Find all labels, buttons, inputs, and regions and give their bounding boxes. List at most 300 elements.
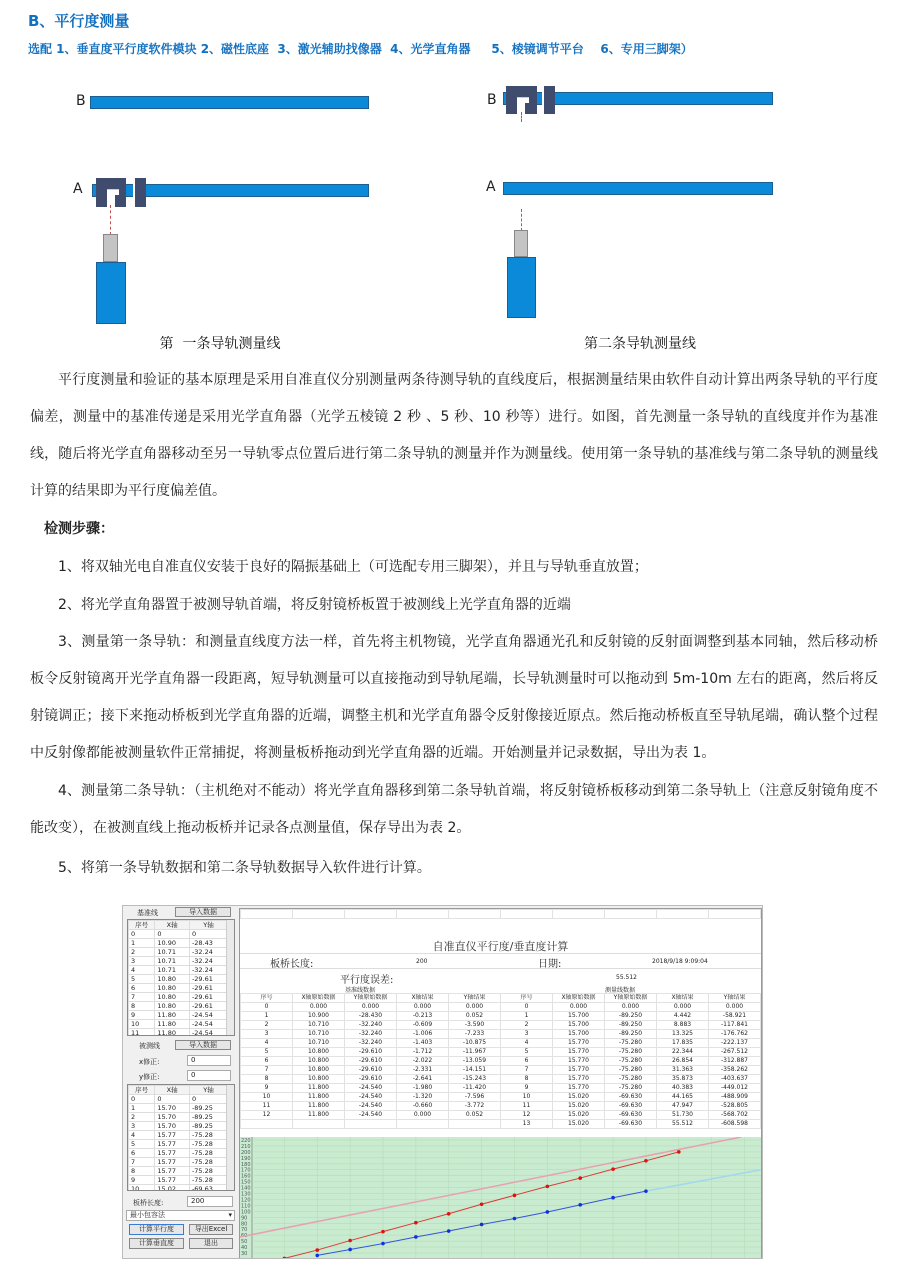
table-cell: 15.77	[155, 1158, 190, 1167]
table-cell: 6	[501, 1057, 553, 1066]
bridge-length-input[interactable]: 200	[187, 1196, 233, 1207]
table-cell: 4	[241, 1039, 293, 1048]
table-cell: -608.598	[709, 1120, 761, 1129]
table-cell: 0	[501, 1003, 553, 1012]
y-tick-label: 110	[241, 1203, 251, 1210]
table-cell: -2.022	[397, 1057, 449, 1066]
table-cell: 4	[129, 966, 155, 975]
column-header: Y轴结果	[709, 994, 761, 1003]
table-row[interactable]	[129, 1167, 228, 1176]
table-cell: -176.762	[709, 1030, 761, 1039]
table-cell: 7	[129, 993, 155, 1002]
table-cell: -1.006	[397, 1030, 449, 1039]
bridge-length-label: 板桥长度:	[133, 1199, 164, 1207]
table-cell: 4.442	[657, 1012, 709, 1021]
table-cell: 13	[501, 1120, 553, 1129]
table-cell: 9	[129, 1011, 155, 1020]
report-bridge-value: 200	[416, 958, 428, 965]
y-tick-label: 50	[241, 1239, 248, 1246]
data-point	[381, 1242, 385, 1246]
y-tick-label: 150	[241, 1179, 251, 1186]
table-cell: 15.70	[155, 1104, 190, 1113]
diagram2-caption: 第二条导轨测量线	[584, 336, 696, 352]
table-cell: 15.77	[155, 1131, 190, 1140]
y-tick-label: 140	[241, 1185, 251, 1192]
y-tick-label: 210	[241, 1143, 251, 1150]
table-cell: -0.213	[397, 1012, 449, 1021]
scrollbar[interactable]	[226, 920, 234, 1035]
table-row[interactable]	[129, 1131, 228, 1140]
table-cell: 1	[129, 939, 155, 948]
table-cell: -75.28	[189, 1167, 227, 1176]
step-1: 1、将双轴光电自准直仪安装于良好的隔振基础上（可选配专用三脚架），并且与导轨垂直放置；	[58, 559, 648, 575]
table-cell: 15.77	[155, 1149, 190, 1158]
table-cell	[449, 1120, 501, 1129]
table-cell: 11	[129, 1029, 155, 1037]
table-cell: 10.80	[155, 984, 190, 993]
data-point	[315, 1254, 319, 1258]
x-correction-label: x修正:	[139, 1058, 160, 1066]
data-point	[644, 1189, 648, 1193]
table-cell: -1.320	[397, 1093, 449, 1102]
table-cell: -89.250	[605, 1030, 657, 1039]
table-cell: 11.800	[293, 1084, 345, 1093]
table-cell: -58.921	[709, 1012, 761, 1021]
table-row	[241, 1111, 761, 1120]
table-cell: -75.280	[605, 1048, 657, 1057]
table-cell: 11.800	[293, 1102, 345, 1111]
table-cell	[345, 1120, 397, 1129]
table-cell: 5	[129, 1140, 155, 1149]
table-cell: -24.54	[189, 1011, 227, 1020]
date-label: 日期:	[538, 959, 562, 970]
table-cell: 8	[501, 1075, 553, 1084]
laser-beam	[521, 112, 522, 122]
table-cell: 7	[241, 1066, 293, 1075]
table-cell: 10.800	[293, 1075, 345, 1084]
laser-beam	[521, 209, 522, 231]
table-cell: -89.250	[605, 1012, 657, 1021]
import-measured-button[interactable]: 导入数据	[175, 1040, 231, 1050]
software-window	[122, 905, 763, 1259]
table-cell: 0	[155, 930, 190, 939]
table-cell: -75.280	[605, 1039, 657, 1048]
reflector-bridge-icon	[542, 86, 555, 114]
prism-block	[525, 103, 537, 114]
table-cell: -267.512	[709, 1048, 761, 1057]
calc-perpendicularity-button[interactable]: 计算垂直度	[129, 1238, 184, 1249]
table-row[interactable]	[129, 1140, 228, 1149]
data-point	[677, 1150, 681, 1154]
table-cell: 15.700	[553, 1012, 605, 1021]
table-cell: -69.630	[605, 1102, 657, 1111]
table-cell: 6	[129, 984, 155, 993]
table-cell: 0	[189, 1095, 227, 1104]
data-point	[480, 1223, 484, 1227]
table-cell: 0	[189, 930, 227, 939]
table-row	[241, 1093, 761, 1102]
table-cell: 2	[501, 1021, 553, 1030]
table-cell: 15.020	[553, 1102, 605, 1111]
column-header: X轴	[155, 921, 190, 930]
table-cell: 0.000	[709, 1003, 761, 1012]
table-row[interactable]	[129, 1104, 228, 1113]
table-row	[241, 1066, 761, 1075]
table-cell: -24.540	[345, 1093, 397, 1102]
table-cell: -75.28	[189, 1131, 227, 1140]
table-cell: -14.151	[449, 1066, 501, 1075]
table-cell	[241, 1120, 293, 1129]
table-cell: -7.233	[449, 1030, 501, 1039]
table-row[interactable]	[129, 939, 228, 948]
table-cell: -15.243	[449, 1075, 501, 1084]
measured-line-label: 被测线	[139, 1042, 160, 1050]
y-tick-label: 180	[241, 1161, 251, 1168]
table-cell: 10.80	[155, 975, 190, 984]
table-cell: 4	[501, 1039, 553, 1048]
table-cell: 0	[155, 1095, 190, 1104]
results-table	[240, 993, 761, 1129]
table-cell: 4	[129, 1131, 155, 1140]
rail-a-label: A	[73, 181, 83, 197]
table-row[interactable]	[129, 1002, 228, 1011]
table-cell: -449.012	[709, 1084, 761, 1093]
table-cell: -89.25	[189, 1104, 227, 1113]
column-header: 序号	[241, 994, 293, 1003]
column-header: Y轴	[189, 1086, 227, 1095]
table-cell: 15.770	[553, 1048, 605, 1057]
table-row[interactable]	[129, 1176, 228, 1185]
table-cell: 15.700	[553, 1030, 605, 1039]
table-row	[241, 1039, 761, 1048]
table-cell: 11	[501, 1102, 553, 1111]
step-2: 2、将光学直角器置于被测导轨首端，将反射镜桥板置于被测线上光学直角器的近端	[58, 597, 571, 613]
intro-paragraph: 平行度测量和验证的基本原理是采用自准直仪分别测量两条待测导轨的直线度后，根据测量结果由软件自动计算出两条导轨的平行度偏差，测量中的基准传递是采用光学直角器（光学五棱镜 2 秒 、5 秒、10 秒等）进行。如图，首先测量一条导轨的直线度并作为基准线，随后将光学直角器移动至另一导轨零点位置后进行第二条导轨的测量并作为测量线。使用第一条导轨的基准线与第二条导轨的测量线计算的结果即为平行度偏差值。	[30, 372, 878, 499]
table-cell: -89.25	[189, 1113, 227, 1122]
table-cell: 11	[241, 1102, 293, 1111]
data-point	[611, 1167, 615, 1171]
y-tick-label: 160	[241, 1173, 251, 1180]
chevron-down-icon: ▾	[228, 1211, 232, 1219]
section-title: B、平行度测量	[28, 12, 130, 30]
table-cell: -11.420	[449, 1084, 501, 1093]
table-cell: -11.967	[449, 1048, 501, 1057]
table-cell: 10.800	[293, 1048, 345, 1057]
data-point	[546, 1185, 550, 1189]
table-row	[241, 1075, 761, 1084]
table-row	[241, 1030, 761, 1039]
table-row[interactable]	[129, 948, 228, 957]
table-cell: 1	[241, 1012, 293, 1021]
table-cell: 22.344	[657, 1048, 709, 1057]
parallelism-chart	[240, 1137, 761, 1259]
table-row[interactable]	[129, 966, 228, 975]
column-header: X轴结果	[657, 994, 709, 1003]
table-cell: 15.770	[553, 1066, 605, 1075]
table-cell	[397, 1120, 449, 1129]
table-row[interactable]	[129, 1113, 228, 1122]
column-header: 序号	[501, 994, 553, 1003]
table-cell: 0.000	[345, 1003, 397, 1012]
table-cell: 9	[241, 1084, 293, 1093]
table-row[interactable]	[129, 1095, 228, 1104]
table-cell: 10.800	[293, 1057, 345, 1066]
data-point	[611, 1196, 615, 1200]
table-cell: -32.24	[189, 966, 227, 975]
y-tick-label: 70	[241, 1227, 248, 1234]
reference-line	[646, 1170, 761, 1191]
table-cell: 15.02	[155, 1185, 190, 1192]
column-header: X轴结果	[397, 994, 449, 1003]
table-cell: 15.70	[155, 1113, 190, 1122]
table-row[interactable]	[129, 1029, 228, 1037]
table-cell: -24.540	[345, 1084, 397, 1093]
rail-a	[503, 182, 773, 195]
table-cell: 2	[129, 1113, 155, 1122]
table-row	[241, 1057, 761, 1066]
table-cell: 15.770	[553, 1057, 605, 1066]
table-cell: 2	[129, 948, 155, 957]
table-cell: 6	[129, 1149, 155, 1158]
y-correction-input[interactable]: 0	[187, 1070, 231, 1081]
import-base-button[interactable]: 导入数据	[175, 907, 231, 917]
table-cell: 17.835	[657, 1039, 709, 1048]
table-cell: -24.54	[189, 1029, 227, 1037]
parallelism-error-label: 平行度误差:	[340, 975, 394, 986]
base-data-table[interactable]	[127, 919, 235, 1036]
table-cell: -13.059	[449, 1057, 501, 1066]
table-cell: -29.610	[345, 1066, 397, 1075]
table-cell: 0.000	[397, 1003, 449, 1012]
table-cell: -0.609	[397, 1021, 449, 1030]
table-cell: 15.77	[155, 1167, 190, 1176]
table-cell: 0.000	[657, 1003, 709, 1012]
table-cell: -358.262	[709, 1066, 761, 1075]
reflector-bridge-icon	[133, 178, 146, 207]
table-cell: 10.71	[155, 966, 190, 975]
table-cell: 0.000	[449, 1003, 501, 1012]
table-cell: -2.641	[397, 1075, 449, 1084]
table-cell: 10.80	[155, 993, 190, 1002]
steps-title: 检测步骤：	[44, 521, 114, 537]
date-value: 2018/9/18 9:09:04	[652, 958, 708, 965]
y-tick-label: 30	[241, 1251, 248, 1258]
table-cell: -75.280	[605, 1057, 657, 1066]
rail-b	[90, 96, 369, 109]
table-cell: -29.610	[345, 1048, 397, 1057]
table-cell: -69.63	[189, 1185, 227, 1192]
calc-parallelism-button[interactable]: 计算平行度	[129, 1224, 184, 1235]
table-cell: -29.610	[345, 1057, 397, 1066]
table-cell: 12	[501, 1111, 553, 1120]
table-cell: -75.28	[189, 1140, 227, 1149]
table-cell: -24.540	[345, 1102, 397, 1111]
table-cell: 40.383	[657, 1084, 709, 1093]
table-cell: 47.947	[657, 1102, 709, 1111]
table-cell: 10.71	[155, 957, 190, 966]
table-cell: 2	[241, 1021, 293, 1030]
table-cell: -32.24	[189, 948, 227, 957]
table-cell: -29.610	[345, 1075, 397, 1084]
table-row[interactable]	[129, 1185, 228, 1192]
table-cell: 5	[501, 1048, 553, 1057]
table-cell: 11.80	[155, 1011, 190, 1020]
table-cell: -75.28	[189, 1149, 227, 1158]
data-point	[513, 1217, 517, 1221]
table-cell: 15.020	[553, 1111, 605, 1120]
table-cell: 8	[129, 1002, 155, 1011]
table-cell: -69.630	[605, 1120, 657, 1129]
table-cell: -29.61	[189, 1002, 227, 1011]
table-cell: -7.596	[449, 1093, 501, 1102]
column-header: X轴原始数据	[293, 994, 345, 1003]
table-cell: 10.800	[293, 1066, 345, 1075]
step-3: 3、测量第一条导轨：和测量直线度方法一样，首先将主机物镜，光学直角器通光孔和反射镜的反射面调整到基本同轴，然后移动桥板令反射镜离开光学直角器一段距离，短导轨测量可以直接拖动到导轨尾端，长导轨测量时可以拖动到 5m-10m 左右的距离，然后将反射镜调正；接下来拖动桥板到光学直角器的近端，调整主机和光学直角器令反射像接近原点。然后拖动桥板直至导轨尾端，确认整个过程中反射像都能被测量软件正常捕捉，将测量板桥拖动到光学直角器的近端。开始测量并记录数据，导出为表 1。	[30, 634, 878, 761]
parallelism-error-value: 55.512	[616, 974, 637, 981]
table-cell: 15.020	[553, 1120, 605, 1129]
scrollbar[interactable]	[226, 1085, 234, 1190]
data-point	[283, 1257, 287, 1259]
table-cell: -1.980	[397, 1084, 449, 1093]
table-cell: -3.590	[449, 1021, 501, 1030]
sheet-grid-header	[240, 909, 761, 919]
autocollimator	[96, 262, 126, 324]
rail-a-label: A	[486, 179, 496, 195]
method-value: 最小包容法	[130, 1211, 165, 1219]
table-cell: 5	[129, 975, 155, 984]
column-header: Y轴结果	[449, 994, 501, 1003]
table-row[interactable]	[129, 993, 228, 1002]
y-tick-label: 100	[241, 1209, 251, 1216]
table-cell: 3	[241, 1030, 293, 1039]
table-cell: -24.54	[189, 1020, 227, 1029]
table-cell: 15.770	[553, 1075, 605, 1084]
table-row[interactable]	[129, 957, 228, 966]
table-cell: 10	[129, 1185, 155, 1192]
table-cell: 0.000	[293, 1003, 345, 1012]
table-cell: -32.240	[345, 1039, 397, 1048]
base-data-label: 基准线数据	[345, 987, 376, 994]
prism-block	[115, 195, 126, 207]
table-cell: -75.28	[189, 1176, 227, 1185]
table-cell: 10	[501, 1093, 553, 1102]
table-cell: 0	[129, 930, 155, 939]
rail-b-label: B	[76, 93, 86, 109]
export-excel-button[interactable]: 导出Excel	[189, 1224, 233, 1235]
laser-beam	[110, 205, 111, 235]
table-cell: 6	[241, 1057, 293, 1066]
table-row	[241, 1048, 761, 1057]
table-cell: 8	[241, 1075, 293, 1084]
table-cell: 15.70	[155, 1122, 190, 1131]
table-cell: -488.909	[709, 1093, 761, 1102]
table-cell: 0	[129, 1095, 155, 1104]
table-cell: -75.280	[605, 1066, 657, 1075]
column-header: X轴原始数据	[553, 994, 605, 1003]
table-cell: 13.325	[657, 1030, 709, 1039]
data-point	[644, 1159, 648, 1163]
table-cell: 0.052	[449, 1012, 501, 1021]
collimator-lens	[514, 230, 528, 257]
table-cell: -69.630	[605, 1111, 657, 1120]
table-cell	[293, 1120, 345, 1129]
table-row[interactable]	[129, 975, 228, 984]
table-cell: 0.000	[605, 1003, 657, 1012]
table-cell: 26.854	[657, 1057, 709, 1066]
table-cell: -28.430	[345, 1012, 397, 1021]
table-cell: 0.000	[553, 1003, 605, 1012]
table-cell: -32.240	[345, 1030, 397, 1039]
measured-data-label: 测量线数据	[605, 987, 636, 994]
table-cell: 0	[241, 1003, 293, 1012]
table-row	[241, 1003, 761, 1012]
data-point	[513, 1194, 517, 1198]
table-cell: 9	[501, 1084, 553, 1093]
table-row[interactable]	[129, 930, 228, 939]
table-cell: 7	[501, 1066, 553, 1075]
data-point	[480, 1202, 484, 1206]
table-cell: 3	[129, 957, 155, 966]
table-cell: 8	[129, 1167, 155, 1176]
table-row[interactable]	[129, 1158, 228, 1167]
table-cell: -32.24	[189, 957, 227, 966]
table-row[interactable]	[129, 1020, 228, 1029]
autocollimator	[507, 257, 536, 318]
table-row	[241, 1012, 761, 1021]
table-cell: -222.137	[709, 1039, 761, 1048]
data-point	[381, 1230, 385, 1234]
table-cell: 15.020	[553, 1093, 605, 1102]
options-line: 选配 1、垂直度平行度软件模块 2、磁性底座 3、激光辅助找像器 4、光学直角器 5、棱镜调节平台 6、专用三脚架）	[28, 42, 693, 56]
table-cell: 11.80	[155, 1029, 190, 1037]
table-cell: 10	[129, 1020, 155, 1029]
y-tick-label: 90	[241, 1215, 248, 1222]
table-cell: -1.403	[397, 1039, 449, 1048]
exit-button[interactable]: 退出	[189, 1238, 233, 1249]
table-cell: 5	[241, 1048, 293, 1057]
table-row[interactable]	[129, 1122, 228, 1131]
table-cell: 12	[241, 1111, 293, 1120]
data-point	[447, 1212, 451, 1216]
table-cell: 35.873	[657, 1075, 709, 1084]
table-cell: -29.61	[189, 993, 227, 1002]
measured-data-table[interactable]	[127, 1084, 235, 1191]
table-row[interactable]	[129, 1149, 228, 1158]
table-cell: -89.25	[189, 1122, 227, 1131]
table-cell: 15.770	[553, 1084, 605, 1093]
table-row[interactable]	[129, 984, 228, 993]
data-point	[348, 1239, 352, 1243]
column-header: Y轴原始数据	[605, 994, 657, 1003]
method-select[interactable]	[126, 1210, 235, 1221]
table-cell: 11.80	[155, 1020, 190, 1029]
table-cell: 11.800	[293, 1111, 345, 1120]
table-cell: 7	[129, 1158, 155, 1167]
table-row[interactable]	[129, 1011, 228, 1020]
table-row	[241, 1021, 761, 1030]
table-cell: -29.61	[189, 984, 227, 993]
table-cell: 10.90	[155, 939, 190, 948]
report-bridge-label: 板桥长度:	[270, 959, 314, 970]
table-cell: 3	[501, 1030, 553, 1039]
table-cell: 31.363	[657, 1066, 709, 1075]
y-tick-label: 170	[241, 1167, 251, 1174]
table-cell: -75.280	[605, 1075, 657, 1084]
collimator-lens	[103, 234, 118, 262]
y-tick-label: 130	[241, 1191, 251, 1198]
x-correction-input[interactable]: 0	[187, 1055, 231, 1066]
report-sheet	[239, 908, 762, 1258]
